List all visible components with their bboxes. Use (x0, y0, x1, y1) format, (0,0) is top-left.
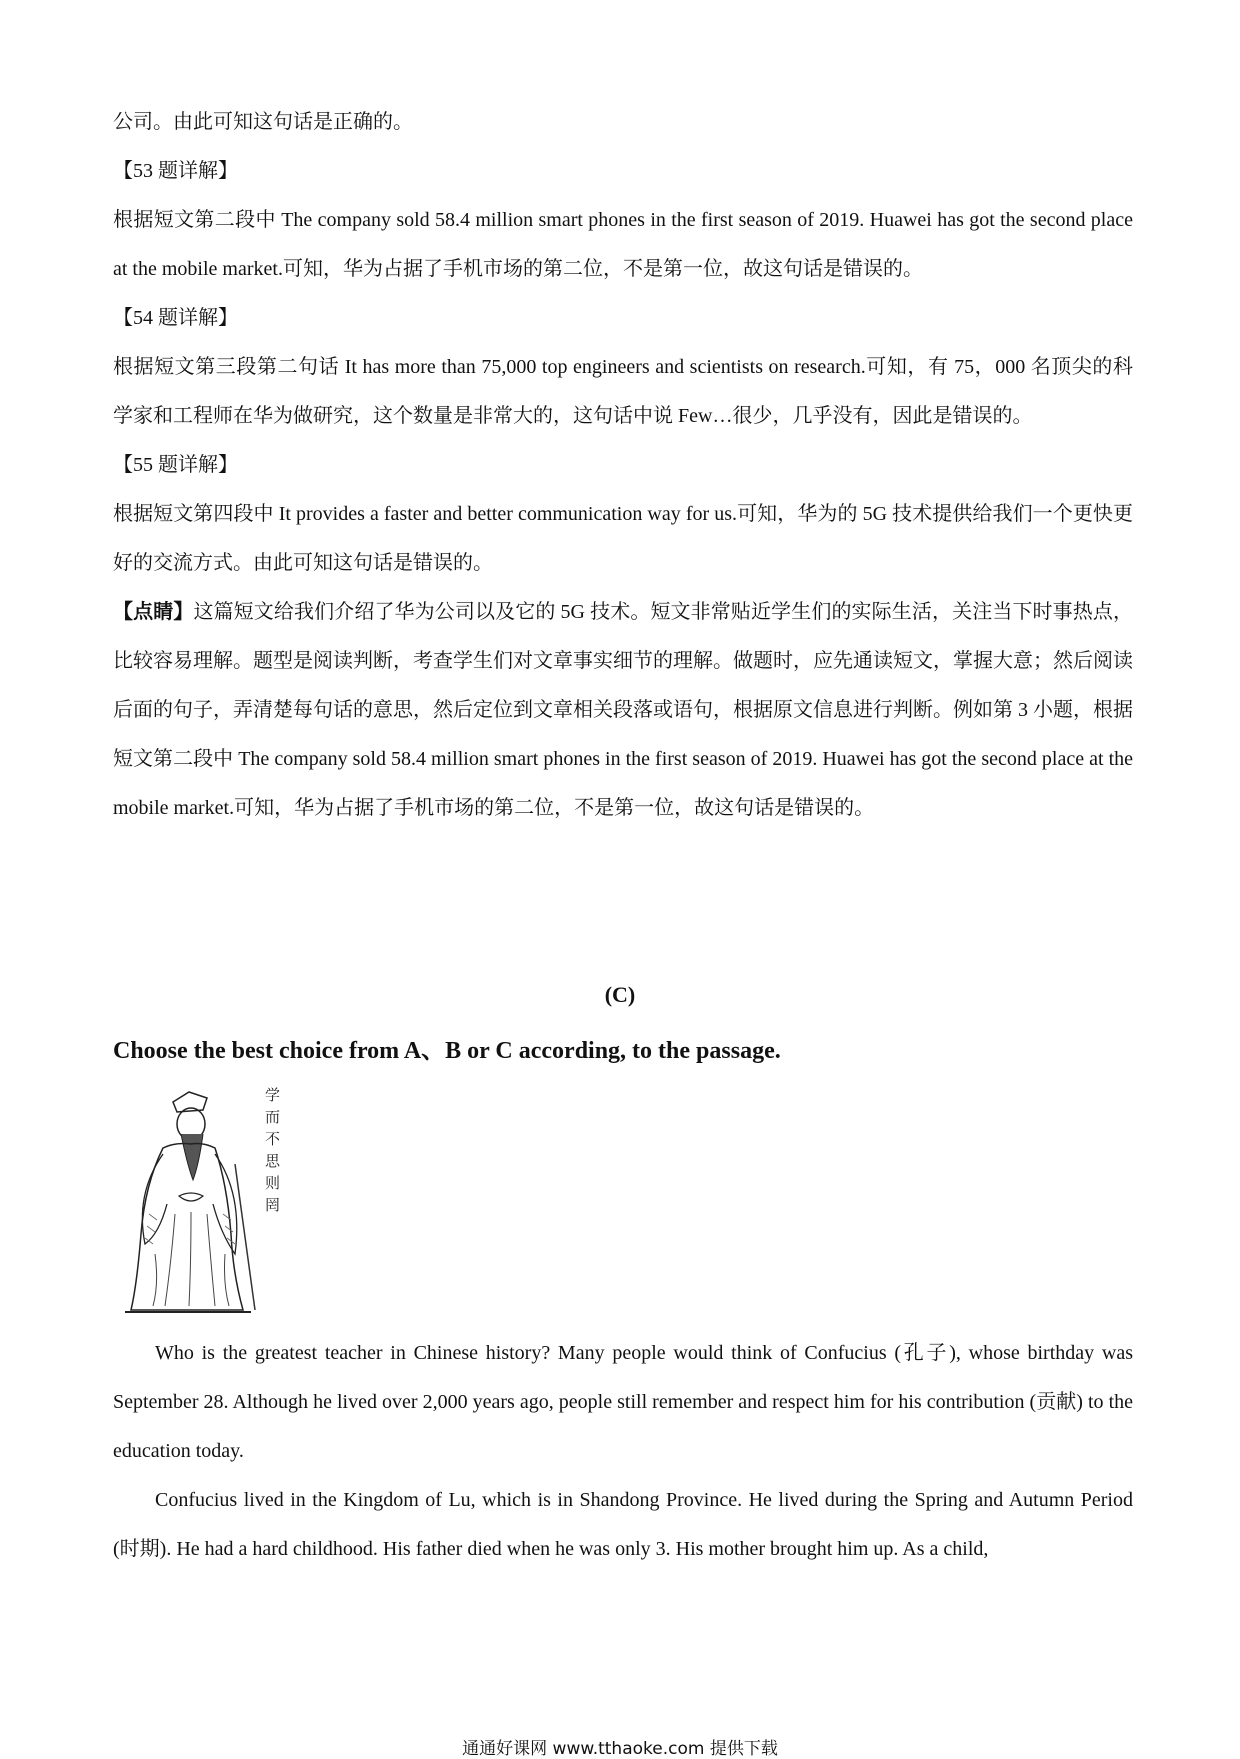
passage-paragraph-1: Who is the greatest teacher in Chinese history? Many people would think of Confucius (孔子), whose birthday was September 28. Although he lived over 2,000 years ago, people still remember and respect him for his contribution (贡献) to the education today. (113, 1342, 1133, 1462)
page-footer: 通通好课网 www.tthaoke.com 提供下载 (462, 1739, 778, 1759)
q53-title: 【53 题详解】 (113, 160, 238, 182)
comment-label: 【点睛】 (113, 601, 194, 623)
comment-paragraph (113, 588, 1133, 833)
q54-text: 根据短文第三段第二句话 It has more than 75,000 top engineers and scientists on research.可知，有 75，000 名顶尖的科学家和工程师在华为做研究，这个数量是非常大的，这句话中说 Few…很少，几乎没有，因此是错误的。 (113, 356, 1133, 427)
explanation-line: 公司。由此可知这句话是正确的。 (113, 111, 413, 133)
reading-passage (113, 1329, 1133, 1574)
section-label: (C) (604, 982, 636, 1007)
confucius-illustration (115, 1084, 295, 1320)
q55-title: 【55 题详解】 (113, 454, 238, 476)
q55-text: 根据短文第四段中 It provides a faster and better communication way for us.可知，华为的 5G 技术提供给我们一个更快更好的交流方式。由此可知这句话是错误的。 (113, 503, 1133, 574)
q54-title: 【54 题详解】 (113, 307, 238, 329)
q53-text: 根据短文第二段中 The company sold 58.4 million smart phones in the first season of 2019. Huawei has got the second place at the mobile market.可知，华为占据了手机市场的第二位，不是第一位，故这句话是错误的。 (113, 209, 1133, 280)
vertical-calligraphy: 学而不思则罔 (265, 1086, 281, 1214)
explanation-section (113, 98, 1133, 833)
passage-paragraph-2: Confucius lived in the Kingdom of Lu, which is in Shandong Province. He lived during the Spring and Autumn Period (时期). He had a hard childhood. His father died when he was only 3. His mother brought him up. As a child, (113, 1489, 1133, 1560)
section-instruction: Choose the best choice from A、B or C according, to the passage. (113, 1038, 781, 1064)
comment-text: 这篇短文给我们介绍了华为公司以及它的 5G 技术。短文非常贴近学生们的实际生活，关注当下时事热点，比较容易理解。题型是阅读判断，考查学生们对文章事实细节的理解。做题时，应先通读短文，掌握大意；然后阅读后面的句子，弄清楚每句话的意思，然后定位到文章相关段落或语句，根据原文信息进行判断。例如第 3 小题，根据短文第二段中 The company sold 58.4 million smart phones in the first season of 2019. Huawei has got the second place at the mobile market.可知，华为占据了手机市场的第二位，不是第一位，故这句话是错误的。 (113, 601, 1133, 819)
